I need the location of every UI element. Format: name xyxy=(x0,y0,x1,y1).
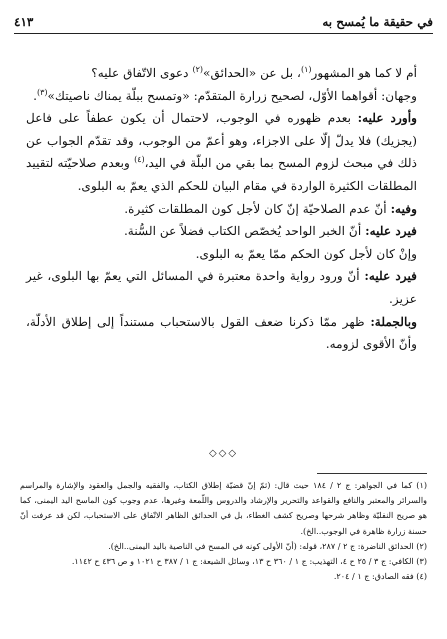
footnote-rule xyxy=(317,473,427,474)
footnote-1: (١) كما في الجواهر: ج ٢ / ١٨٤ حيث قال: (ثمّ إنّ قضيّة إطلاق الكتاب، والفقيه والجمل والعقود والإشارة والمراسم والسرائر والمعتبر والنافع والقواعد والتحرير والإرشاد والدروس واللّمعة وغيرها، عدم وجوب كون الماسح اليد اليمنى، كما هو صريح النفليّة وظاهر شرحها وصريح كشف الغطاء، بل في الحدائق الظاهر الاتّفاق على الاستحباب، لكن قد عرفت أنّ حسنة زرارة ظاهرة في الوجوب..الخ). xyxy=(20,480,427,536)
footnote-ref-4: (٤) xyxy=(134,155,145,165)
running-title: في حقيقة ما يُمسح به xyxy=(322,15,433,29)
text-run: بعدم ظهوره في الوجوب، لاحتمال أن يكون عطفاً على فاعل (يجزيك) فلا يدلّ إلّا على الاجزاء، وهو أعمّ من الوجوب، وقد تقدّم الجواب عن ذلك في مبحث لزوم المسح بما بقي من البلّة في اليد، xyxy=(26,111,417,171)
footnote-2: (٢) الحدائق الناضرة: ج ٢ / ٢٨٧، قوله: (أنّ الأولى كونه في المسح في الناصية باليد اليمنى..الخ). xyxy=(108,540,427,551)
page-number: ٤١٣ xyxy=(14,15,34,29)
page-header xyxy=(14,6,433,34)
text-run: أنّ الخبر الواحد يُخصّص الكتاب فضلاً عن السُّنة. xyxy=(123,224,366,239)
paragraph-6: وإنْ كان لأجل كون الحكم ممّا يعمّ به البلوى. xyxy=(195,246,417,261)
text-run: أم لا كما هو المشهور xyxy=(311,66,417,80)
paragraph-3 xyxy=(26,107,417,197)
footnotes xyxy=(20,478,427,584)
text-run: ، بل عن «الحدائق» xyxy=(203,66,301,80)
main-text xyxy=(26,62,417,356)
paragraph-4 xyxy=(26,198,417,221)
footnote-ref-3: (٣) xyxy=(36,87,48,97)
keyword-label: وأورد عليه: xyxy=(357,111,418,126)
text-run: أنّ عدم الصلاحيّة إنّ كان لأجل كون المطلقات كثيرة. xyxy=(124,201,391,216)
footnote-ref-1: (١) xyxy=(300,64,312,74)
text-run: ظهر ممّا ذكرنا ضعف القول بالاستحباب مستنداً إلى إطلاق الأدلّة، وأنّ الأقوى لزومه. xyxy=(26,314,417,352)
text-run: وجهان: أقواهما الأوّل، لصحيح زرارة المتقدّم: «وتمسح ببلّة يمناك ناصيتك» xyxy=(47,88,417,103)
text-run: وبعدم صلاحيّته لتقييد المطلقات الكثيرة الواردة في مقام البيان للحكم الذي يعمّ به البلوى. xyxy=(26,156,417,193)
footnote-3: (٣) الكافي: ج ٣ / ٢٥ ح ٤، التهذيب: ج ١ / ٣٦٠ ح ١٣، وسائل الشيعة: ج ١ / ٣٨٧ ح ١٠٢١ و ص ٤٣٦ ح ١١٤٢. xyxy=(71,556,427,567)
paragraph-2 xyxy=(26,85,417,108)
footnote-4: (٤) فقه الصادق: ج ١ / ٢٠٤. xyxy=(333,571,427,582)
text-run: دعوى الاتّفاق عليه؟ xyxy=(91,66,193,80)
keyword-label: وفيه: xyxy=(390,201,417,216)
section-divider: ◇◇◇ xyxy=(208,448,239,459)
paragraph-7 xyxy=(26,265,417,310)
keyword-label: فيرد عليه: xyxy=(364,269,418,284)
footnote-ref-2: (٢) xyxy=(192,64,204,74)
text-run: أنّ ورود رواية واحدة معتبرة في المسائل التي يعمّ بها البلوى، غير عزيز. xyxy=(26,269,417,306)
text-run: . xyxy=(33,88,37,103)
paragraph-1 xyxy=(26,62,417,85)
paragraph-5 xyxy=(26,220,417,243)
keyword-label: وبالجملة: xyxy=(370,314,417,329)
paragraph-8 xyxy=(26,311,417,356)
keyword-label: فيرد عليه: xyxy=(365,224,417,239)
